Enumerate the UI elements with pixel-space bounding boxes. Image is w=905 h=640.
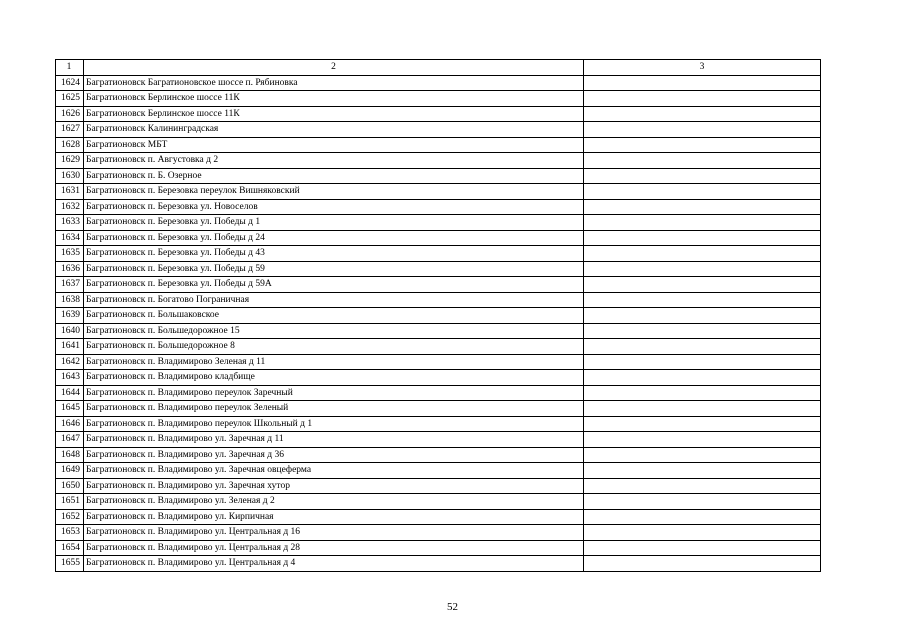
row-col3-cell [584,184,821,200]
row-col3-cell [584,122,821,138]
row-col3-cell [584,215,821,231]
row-number-cell: 1644 [56,385,84,401]
row-col3-cell [584,91,821,107]
row-col3-cell [584,199,821,215]
row-number-cell: 1650 [56,478,84,494]
row-col3-cell [584,354,821,370]
row-col3-cell [584,246,821,262]
row-address-cell: Багратионовск п. Березовка ул. Победы д 1 [84,215,584,231]
row-number-cell: 1648 [56,447,84,463]
row-address-cell: Багратионовск МБТ [84,137,584,153]
row-col3-cell [584,370,821,386]
row-address-cell: Багратионовск п. Владимирово ул. Заречная овцеферма [84,463,584,479]
table-row [56,463,821,479]
row-col3-cell [584,478,821,494]
row-address-cell: Багратионовск п. Березовка ул. Победы д 43 [84,246,584,262]
table-row [56,75,821,91]
table-row [56,354,821,370]
row-number-cell: 1654 [56,540,84,556]
row-address-cell: Багратионовск п. Владимирово ул. Заречная д 36 [84,447,584,463]
table-row [56,246,821,262]
row-address-cell: Багратионовск п. Богатово Пограничная [84,292,584,308]
row-address-cell: Багратионовск п. Березовка ул. Победы д 59А [84,277,584,293]
table-row [56,447,821,463]
row-address-cell: Багратионовск п. Большедорожное 8 [84,339,584,355]
row-number-cell: 1636 [56,261,84,277]
table-row [56,168,821,184]
row-col3-cell [584,75,821,91]
row-address-cell: Багратионовск п. Большедорожное 15 [84,323,584,339]
row-address-cell: Багратионовск Калининградская [84,122,584,138]
table-row [56,277,821,293]
row-col3-cell [584,292,821,308]
row-address-cell: Багратионовск п. Владимирово ул. Центральная д 28 [84,540,584,556]
table-row [56,199,821,215]
table-row [56,137,821,153]
row-col3-cell [584,447,821,463]
table-row [56,478,821,494]
row-col3-cell [584,168,821,184]
table-row [56,122,821,138]
table-row [56,432,821,448]
header-cell-3: 3 [584,60,821,76]
table-row [56,153,821,169]
row-number-cell: 1652 [56,509,84,525]
row-address-cell: Багратионовск п. Березовка ул. Победы д 24 [84,230,584,246]
address-table-body [56,60,821,572]
row-address-cell: Багратионовск Багратионовское шоссе п. Рябиновка [84,75,584,91]
row-number-cell: 1626 [56,106,84,122]
row-address-cell: Багратионовск п. Владимирово ул. Зеленая д 2 [84,494,584,510]
row-col3-cell [584,339,821,355]
row-number-cell: 1634 [56,230,84,246]
row-number-cell: 1624 [56,75,84,91]
row-address-cell: Багратионовск п. Владимирово ул. Заречная хутор [84,478,584,494]
table-row [56,230,821,246]
row-number-cell: 1625 [56,91,84,107]
row-col3-cell [584,385,821,401]
row-number-cell: 1646 [56,416,84,432]
row-col3-cell [584,463,821,479]
row-address-cell: Багратионовск Берлинское шоссе 11К [84,106,584,122]
row-number-cell: 1627 [56,122,84,138]
row-address-cell: Багратионовск п. Владимирово ул. Центральная д 16 [84,525,584,541]
row-address-cell: Багратионовск п. Владимирово переулок Заречный [84,385,584,401]
row-address-cell: Багратионовск п. Владимирово кладбище [84,370,584,386]
header-cell-2: 2 [84,60,584,76]
table-row [56,91,821,107]
row-address-cell: Багратионовск п. Большаковское [84,308,584,324]
row-number-cell: 1631 [56,184,84,200]
table-row [56,370,821,386]
row-address-cell: Багратионовск п. Владимирово Зеленая д 11 [84,354,584,370]
row-col3-cell [584,509,821,525]
row-number-cell: 1633 [56,215,84,231]
row-col3-cell [584,323,821,339]
table-row [56,308,821,324]
table-row [56,323,821,339]
table-row [56,184,821,200]
row-number-cell: 1638 [56,292,84,308]
table-row [56,556,821,572]
row-col3-cell [584,106,821,122]
row-number-cell: 1642 [56,354,84,370]
header-cell-1: 1 [56,60,84,76]
table-header-row [56,60,821,76]
row-number-cell: 1651 [56,494,84,510]
row-address-cell: Багратионовск п. Владимирово переулок Школьный д 1 [84,416,584,432]
row-address-cell: Багратионовск п. Владимирово переулок Зеленый [84,401,584,417]
row-number-cell: 1632 [56,199,84,215]
row-col3-cell [584,540,821,556]
row-number-cell: 1641 [56,339,84,355]
table-row [56,106,821,122]
row-col3-cell [584,261,821,277]
row-address-cell: Багратионовск Берлинское шоссе 11К [84,91,584,107]
table-row [56,215,821,231]
row-address-cell: Багратионовск п. Березовка ул. Победы д 59 [84,261,584,277]
page-number: 52 [447,601,458,613]
row-address-cell: Багратионовск п. Владимирово ул. Заречная д 11 [84,432,584,448]
row-number-cell: 1653 [56,525,84,541]
row-address-cell: Багратионовск п. Владимирово ул. Центральная д 4 [84,556,584,572]
row-col3-cell [584,556,821,572]
row-number-cell: 1630 [56,168,84,184]
row-number-cell: 1655 [56,556,84,572]
row-number-cell: 1643 [56,370,84,386]
table-row [56,494,821,510]
row-col3-cell [584,230,821,246]
table-row [56,525,821,541]
row-number-cell: 1635 [56,246,84,262]
row-number-cell: 1628 [56,137,84,153]
row-number-cell: 1639 [56,308,84,324]
row-col3-cell [584,432,821,448]
table-row [56,339,821,355]
row-col3-cell [584,494,821,510]
row-number-cell: 1640 [56,323,84,339]
row-address-cell: Багратионовск п. Владимирово ул. Кирпичная [84,509,584,525]
table-row [56,292,821,308]
table-row [56,416,821,432]
row-number-cell: 1637 [56,277,84,293]
row-col3-cell [584,525,821,541]
table-row [56,509,821,525]
row-number-cell: 1645 [56,401,84,417]
row-col3-cell [584,277,821,293]
row-col3-cell [584,401,821,417]
row-number-cell: 1629 [56,153,84,169]
row-col3-cell [584,137,821,153]
row-number-cell: 1649 [56,463,84,479]
row-address-cell: Багратионовск п. Березовка ул. Новоселов [84,199,584,215]
table-row [56,540,821,556]
address-table [55,59,821,572]
row-number-cell: 1647 [56,432,84,448]
table-row [56,385,821,401]
row-address-cell: Багратионовск п. Августовка д 2 [84,153,584,169]
table-row [56,261,821,277]
table-row [56,401,821,417]
row-address-cell: Багратионовск п. Березовка переулок Вишняковский [84,184,584,200]
row-col3-cell [584,153,821,169]
row-col3-cell [584,308,821,324]
row-col3-cell [584,416,821,432]
row-address-cell: Багратионовск п. Б. Озерное [84,168,584,184]
